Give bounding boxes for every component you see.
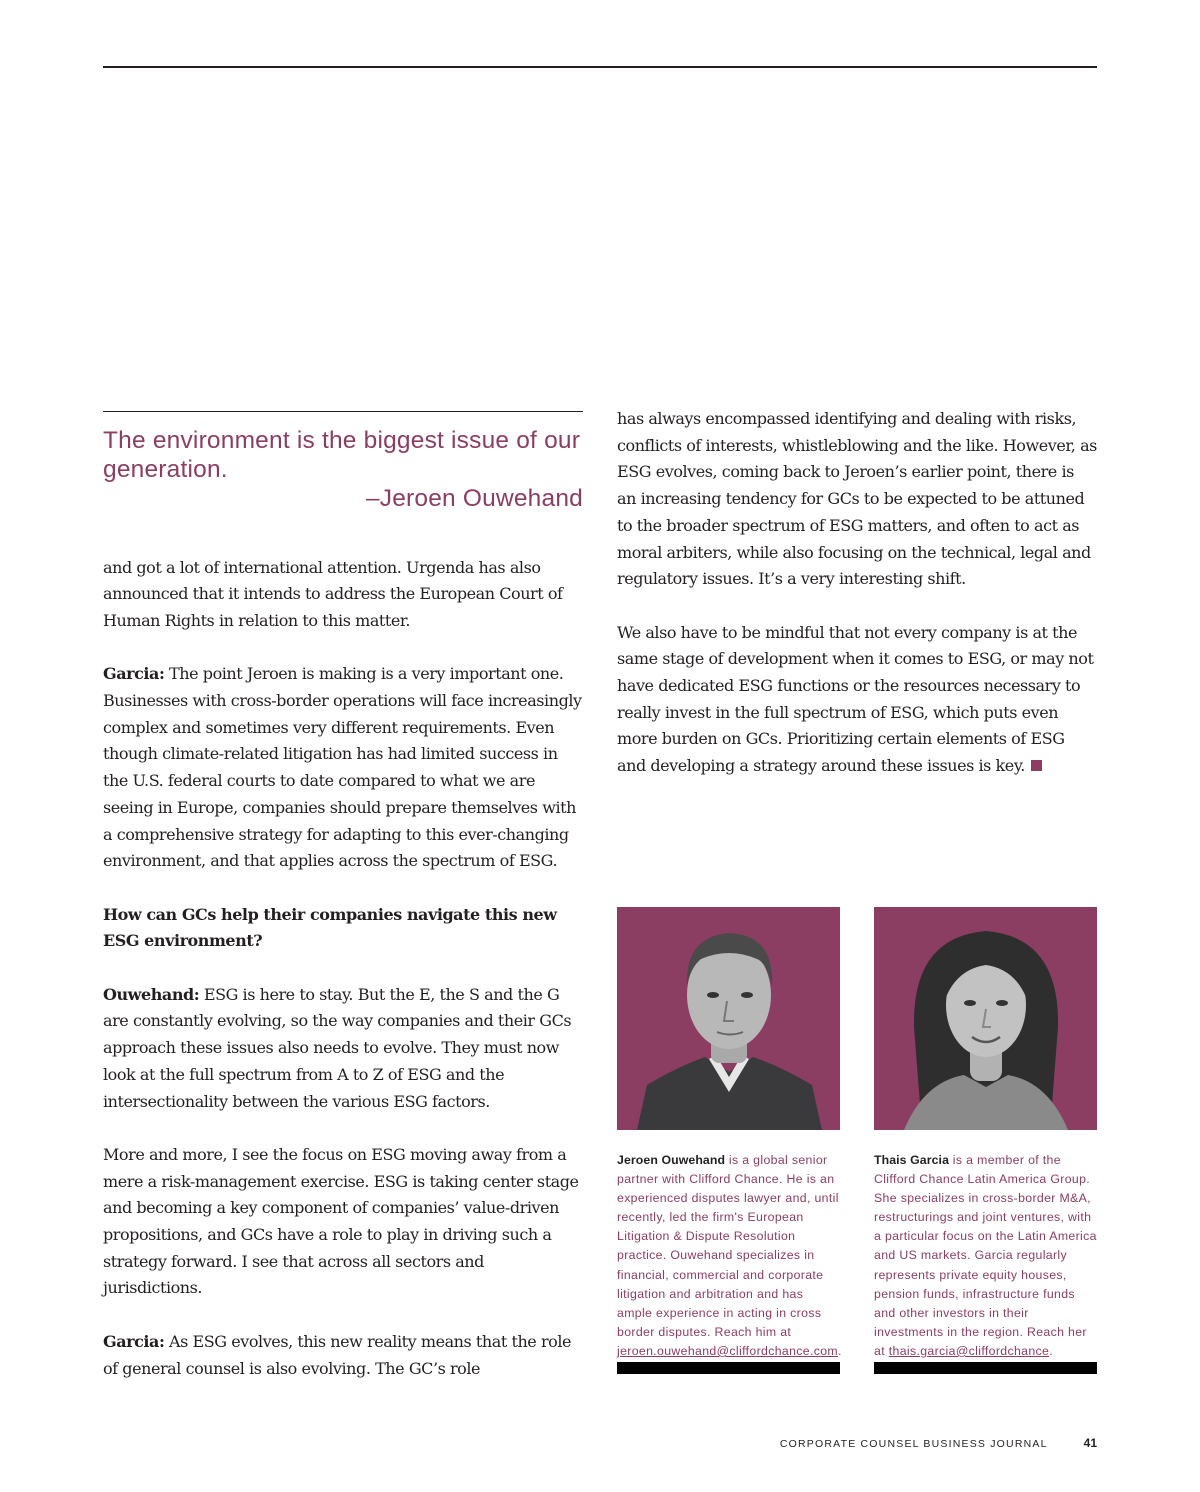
- speaker-label: Garcia:: [103, 1331, 165, 1351]
- left-body: [103, 555, 583, 1383]
- left-column: [103, 411, 583, 1409]
- bio-caption: Thais Garcia is a member of the Clifford Chance Latin America Group. She specializes in cross-border M&A, restructurings and joint ventures, with a particular focus on the Latin America and US markets. Garcia regularly represents private equity houses, pension funds, infrastructure funds and other investors in their investments in the region. Reach her at thais.garcia@cliffordchance.: [874, 1153, 1097, 1358]
- page-footer: [780, 1436, 1097, 1450]
- email-link[interactable]: jeroen.ouwehand@cliffordchance.com: [617, 1343, 839, 1358]
- end-mark-icon: [1031, 760, 1042, 771]
- bio-thais-garcia: [874, 907, 1097, 1374]
- portrait-photo: [874, 907, 1097, 1130]
- pullquote: [103, 427, 583, 514]
- pullquote-rule: [103, 411, 583, 412]
- email-link[interactable]: thais.garcia@cliffordchance: [888, 1343, 1050, 1358]
- paragraph: and got a lot of international attention. Urgenda has also announced that it intends to address the European Court of Human Rights in relation to this matter.: [103, 557, 563, 630]
- bio-name: Thais Garcia: [874, 1153, 950, 1167]
- bio-caption: Jeroen Ouwehand is a global senior partner with Clifford Chance. He is an experienced disputes lawyer and, until recently, led the firm's European Litigation & Dispute Resolution practice. Ouwehand specializes in financial, commercial and corporate litigation and arbitration and has ample experience in acting in cross border disputes. Reach him at jeroen.ouwehand@cliffordchance.com.: [617, 1153, 842, 1358]
- top-rule: [103, 66, 1097, 68]
- page-number: 41: [1083, 1436, 1097, 1450]
- portrait-woman-icon: [874, 907, 1097, 1130]
- speaker-label: Garcia:: [103, 664, 165, 684]
- bio-jeroen-ouwehand: [617, 907, 840, 1374]
- portrait-photo: [617, 907, 840, 1130]
- right-body: [617, 406, 1097, 780]
- speaker-label: Ouwehand:: [103, 984, 200, 1004]
- paragraph: We also have to be mindful that not every company is at the same stage of development when it comes to ESG, or may not have dedicated ESG functions or the resources necessary to really invest in the full spectrum of ESG, which puts even more burden on GCs. Prioritizing certain elements of ESG and developing a strategy around these issues is key.: [617, 622, 1094, 776]
- right-column: [617, 406, 1097, 807]
- journal-name: CORPORATE COUNSEL BUSINESS JOURNAL: [779, 1438, 1048, 1450]
- paragraph: has always encompassed identifying and dealing with risks, conflicts of interests, whistleblowing and the like. However, as ESG evolves, coming back to Jeroen’s earlier point, there is an increasing tendency for GCs to be expected to be attuned to the broader spectrum of ESG matters, and often to act as moral arbiters, while also focusing on the technical, legal and regulatory issues. It’s a very interesting shift.: [617, 409, 1097, 589]
- bio-bottom-bar: [617, 1362, 840, 1374]
- paragraph: More and more, I see the focus on ESG moving away from a mere a risk-management exercise. ESG is taking center stage and becoming a key component of companies’ value-driven propositions, and GCs have a role to play in driving such a strategy forward. I see that across all sectors and jurisdictions.: [103, 1144, 579, 1298]
- paragraph: Garcia: As ESG evolves, this new reality means that the role of general counsel is also evolving. The GC’s role: [103, 1331, 572, 1378]
- paragraph: Garcia: The point Jeroen is making is a very important one. Businesses with cross-border operations will face increasingly complex and sometimes very different requirements. Even though climate-related litigation has had limited success in the U.S. federal courts to date compared to what we are seeing in Europe, companies should prepare themselves with a comprehensive strategy for adapting to this ever-changing environment, and that applies across the spectrum of ESG.: [103, 664, 582, 871]
- pullquote-attribution: –Jeroen Ouwehand: [365, 485, 583, 512]
- question: How can GCs help their companies navigate this new ESG environment?: [103, 904, 557, 951]
- pullquote-text: The environment is the biggest issue of our generation.: [103, 427, 581, 483]
- bio-name: Jeroen Ouwehand: [617, 1153, 726, 1167]
- portrait-man-icon: [617, 907, 840, 1130]
- paragraph: Ouwehand: ESG is here to stay. But the E, the S and the G are constantly evolving, so the way companies and their GCs approach these issues also needs to evolve. They must now look at the full spectrum from A to Z of ESG and the intersectionality between the various ESG factors.: [103, 984, 572, 1111]
- bio-bottom-bar: [874, 1362, 1097, 1374]
